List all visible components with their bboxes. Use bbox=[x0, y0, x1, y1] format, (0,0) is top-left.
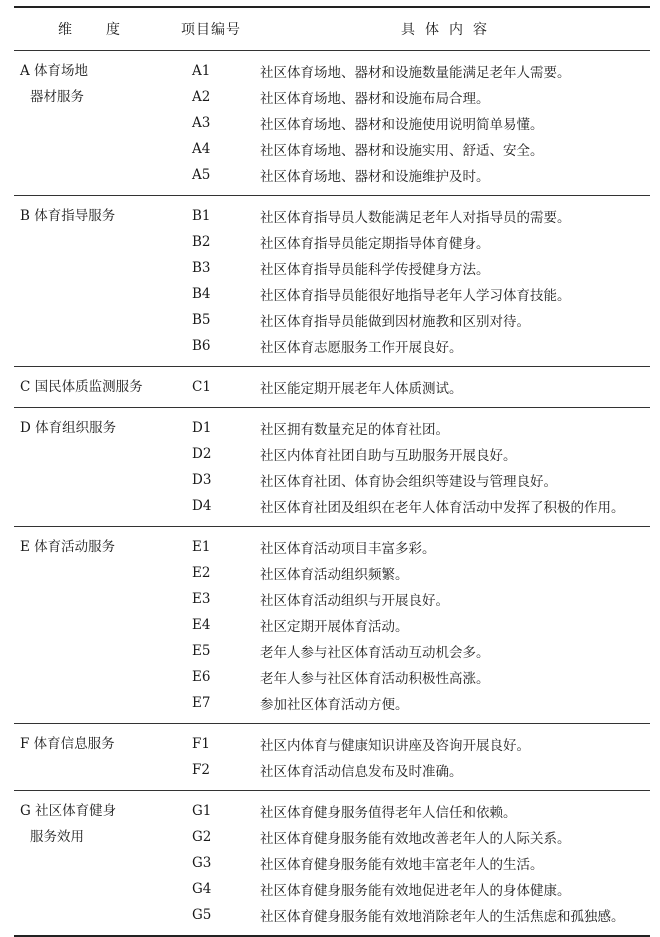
item-code: A3 bbox=[192, 115, 211, 131]
item-content: 老年人参与社区体育活动积极性高涨。 bbox=[260, 671, 490, 687]
item-content: 社区内体育社团自助与互助服务开展良好。 bbox=[260, 448, 517, 464]
header-code: 项目编号 bbox=[181, 22, 241, 38]
item-content: 社区体育指导员能很好地指导老年人学习体育技能。 bbox=[260, 288, 571, 304]
item-code: A5 bbox=[192, 167, 211, 183]
indicator-table bbox=[14, 6, 650, 937]
dimension-line: E 体育活动服务 bbox=[20, 539, 116, 555]
item-content: 社区体育健身服务能有效地促进老年人的身体健康。 bbox=[260, 883, 571, 899]
table-row bbox=[174, 560, 650, 586]
item-content: 社区体育活动组织与开展良好。 bbox=[260, 593, 449, 609]
item-code: A1 bbox=[192, 63, 211, 79]
dimension-label bbox=[14, 534, 174, 716]
dimension-line: D 体育组织服务 bbox=[20, 420, 117, 436]
table-row bbox=[174, 374, 650, 400]
item-content: 社区体育场地、器材和设施布局合理。 bbox=[260, 91, 490, 107]
item-code: E2 bbox=[192, 565, 211, 581]
item-content: 社区体育场地、器材和设施实用、舒适、安全。 bbox=[260, 143, 544, 159]
table-row bbox=[174, 824, 650, 850]
item-content: 社区体育健身服务值得老年人信任和依赖。 bbox=[260, 805, 517, 821]
item-content: 社区体育活动组织频繁。 bbox=[260, 567, 409, 583]
item-content: 社区体育指导员人数能满足老年人对指导员的需要。 bbox=[260, 210, 571, 226]
dimension-label bbox=[14, 415, 174, 519]
table-row bbox=[174, 136, 650, 162]
table-row bbox=[174, 229, 650, 255]
item-code: E3 bbox=[192, 591, 211, 607]
dimension-group bbox=[14, 196, 650, 366]
item-code: G2 bbox=[192, 829, 212, 845]
item-code: B4 bbox=[192, 286, 211, 302]
dimension-group bbox=[14, 367, 650, 407]
dimension-label bbox=[14, 58, 174, 188]
table-row bbox=[174, 255, 650, 281]
table-row bbox=[174, 84, 650, 110]
item-code: B5 bbox=[192, 312, 211, 328]
item-content: 社区能定期开展老年人体质测试。 bbox=[260, 381, 463, 397]
dimension-line: A 体育场地 bbox=[20, 63, 89, 79]
item-code: D2 bbox=[192, 446, 212, 462]
table-row bbox=[174, 110, 650, 136]
item-code: E6 bbox=[192, 669, 211, 685]
item-code: B1 bbox=[192, 208, 211, 224]
item-content: 社区定期开展体育活动。 bbox=[260, 619, 409, 635]
item-content: 社区体育健身服务能有效地丰富老年人的生活。 bbox=[260, 857, 544, 873]
item-content: 社区体育活动项目丰富多彩。 bbox=[260, 541, 436, 557]
table-row bbox=[174, 902, 650, 928]
item-code: F2 bbox=[192, 762, 210, 778]
item-code: G3 bbox=[192, 855, 212, 871]
item-content: 参加社区体育活动方便。 bbox=[260, 697, 409, 713]
item-code: D1 bbox=[192, 420, 212, 436]
item-content: 社区体育指导员能做到因材施教和区别对待。 bbox=[260, 314, 530, 330]
dimension-group bbox=[14, 527, 650, 723]
table-row bbox=[174, 415, 650, 441]
table-body bbox=[14, 51, 650, 935]
item-code: A4 bbox=[192, 141, 211, 157]
item-content: 社区体育场地、器材和设施维护及时。 bbox=[260, 169, 490, 185]
table-row bbox=[174, 757, 650, 783]
dimension-label bbox=[14, 731, 174, 783]
dimension-line: G 社区体育健身 bbox=[20, 803, 117, 819]
item-content: 社区体育指导员能定期指导体育健身。 bbox=[260, 236, 490, 252]
dimension-line: F 体育信息服务 bbox=[20, 736, 115, 752]
dimension-label bbox=[14, 203, 174, 359]
dimension-group bbox=[14, 724, 650, 790]
item-content: 社区体育健身服务能有效地改善老年人的人际关系。 bbox=[260, 831, 571, 847]
dimension-line: 器材服务 bbox=[30, 89, 84, 105]
item-content: 老年人参与社区体育活动互动机会多。 bbox=[260, 645, 490, 661]
dimension-line: B 体育指导服务 bbox=[20, 208, 116, 224]
item-code: E7 bbox=[192, 695, 211, 711]
table-row bbox=[174, 798, 650, 824]
table-row bbox=[174, 731, 650, 757]
item-code: D3 bbox=[192, 472, 212, 488]
dimension-group bbox=[14, 51, 650, 195]
item-content: 社区体育活动信息发布及时准确。 bbox=[260, 764, 463, 780]
table-row bbox=[174, 307, 650, 333]
item-code: G1 bbox=[192, 803, 212, 819]
dimension-line: C 国民体质监测服务 bbox=[20, 379, 143, 395]
header-content: 具体内容 bbox=[401, 22, 497, 38]
item-content: 社区内体育与健康知识讲座及咨询开展良好。 bbox=[260, 738, 530, 754]
table-header bbox=[14, 8, 650, 50]
table-row bbox=[174, 281, 650, 307]
item-content: 社区体育场地、器材和设施使用说明简单易懂。 bbox=[260, 117, 544, 133]
item-code: F1 bbox=[192, 736, 210, 752]
table-row bbox=[174, 690, 650, 716]
table-row bbox=[174, 333, 650, 359]
item-code: C1 bbox=[192, 379, 211, 395]
table-row bbox=[174, 203, 650, 229]
item-content: 社区体育社团及组织在老年人体育活动中发挥了积极的作用。 bbox=[260, 500, 625, 516]
item-code: G5 bbox=[192, 907, 212, 923]
dimension-line: 服务效用 bbox=[30, 829, 84, 845]
item-code: E1 bbox=[192, 539, 211, 555]
dimension-group bbox=[14, 791, 650, 935]
table-row bbox=[174, 467, 650, 493]
table-row bbox=[174, 586, 650, 612]
item-code: G4 bbox=[192, 881, 212, 897]
table-row bbox=[174, 850, 650, 876]
table-row bbox=[174, 876, 650, 902]
table-row bbox=[174, 58, 650, 84]
table-row bbox=[174, 534, 650, 560]
table-row bbox=[174, 638, 650, 664]
item-code: E5 bbox=[192, 643, 211, 659]
item-code: D4 bbox=[192, 498, 212, 514]
item-content: 社区体育指导员能科学传授健身方法。 bbox=[260, 262, 490, 278]
table-row bbox=[174, 493, 650, 519]
item-code: E4 bbox=[192, 617, 211, 633]
item-content: 社区拥有数量充足的体育社团。 bbox=[260, 422, 449, 438]
item-content: 社区体育健身服务能有效地消除老年人的生活焦虑和孤独感。 bbox=[260, 909, 625, 925]
table-row bbox=[174, 664, 650, 690]
dimension-label bbox=[14, 374, 174, 400]
item-code: B3 bbox=[192, 260, 211, 276]
table-row bbox=[174, 162, 650, 188]
header-dimension: 维 度 bbox=[58, 22, 130, 38]
item-code: A2 bbox=[192, 89, 211, 105]
item-content: 社区体育社团、体育协会组织等建设与管理良好。 bbox=[260, 474, 557, 490]
item-code: B2 bbox=[192, 234, 211, 250]
dimension-label bbox=[14, 798, 174, 928]
item-code: B6 bbox=[192, 338, 211, 354]
item-content: 社区体育场地、器材和设施数量能满足老年人需要。 bbox=[260, 65, 571, 81]
item-content: 社区体育志愿服务工作开展良好。 bbox=[260, 340, 463, 356]
table-row bbox=[174, 441, 650, 467]
table-row bbox=[174, 612, 650, 638]
dimension-group bbox=[14, 408, 650, 526]
